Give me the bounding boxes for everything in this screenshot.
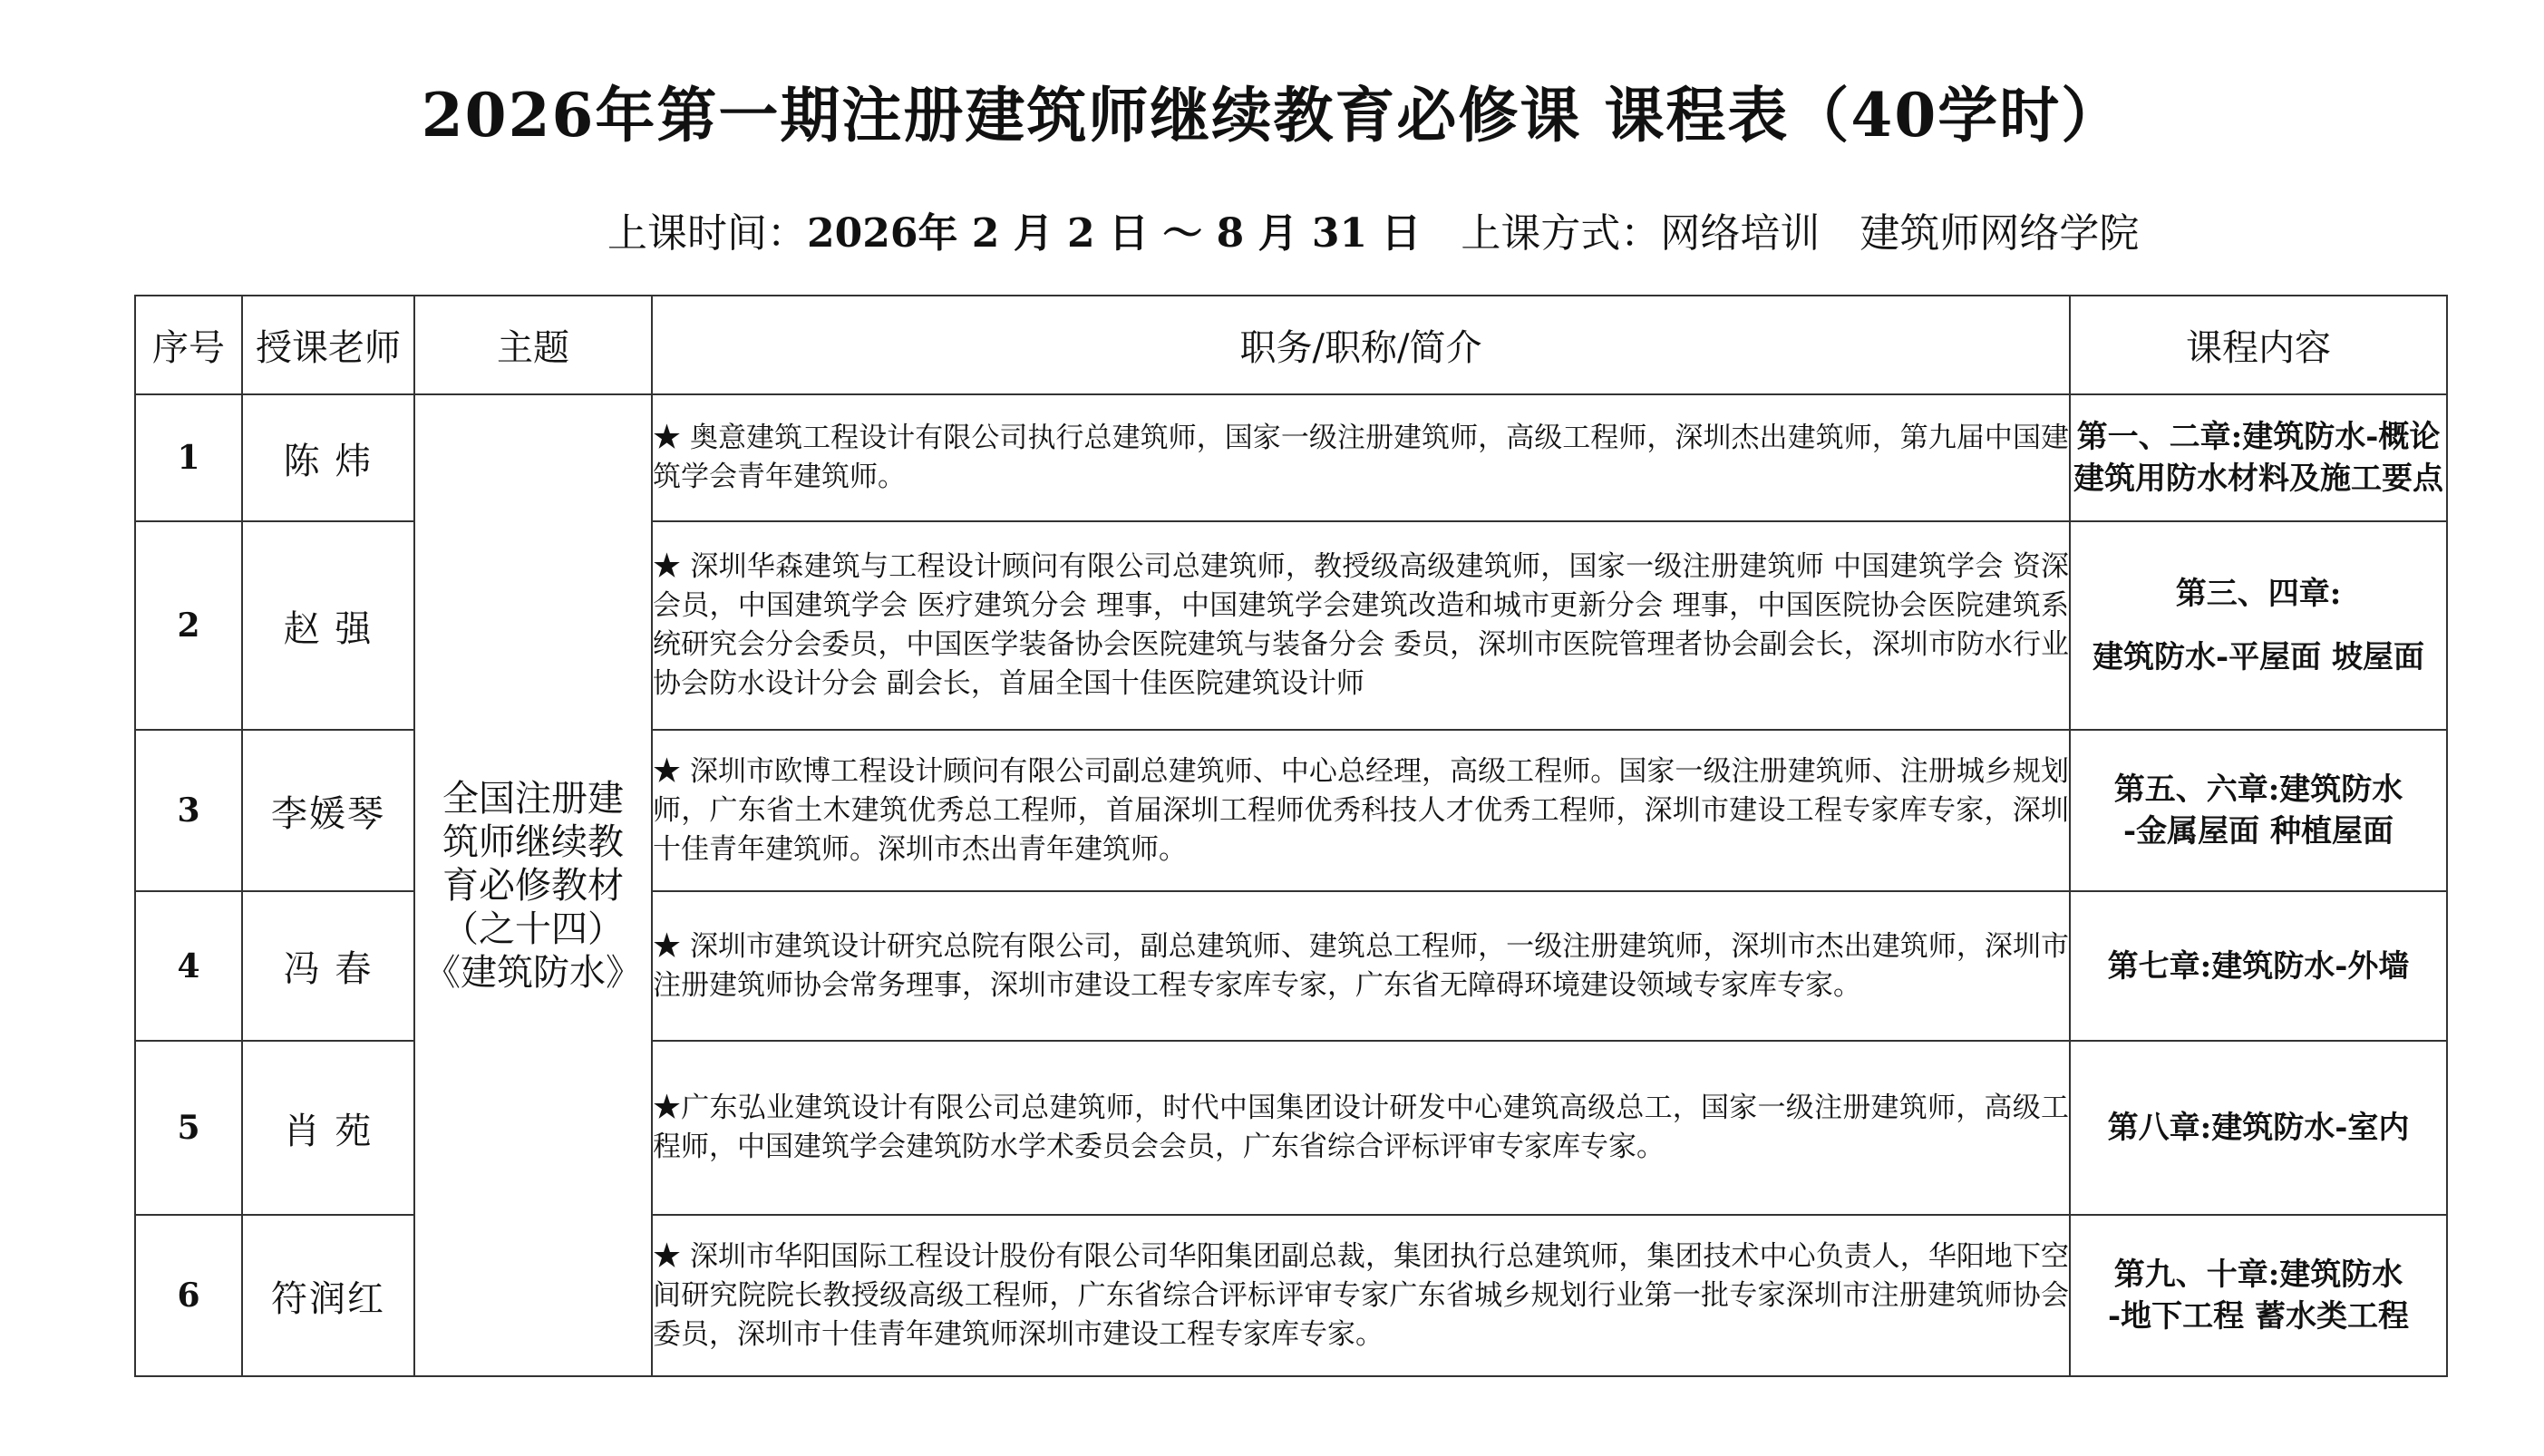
content-line: -金属屋面 种植屋面 [2123, 813, 2393, 849]
table-row [135, 394, 2447, 521]
row-number: 4 [135, 891, 242, 1041]
document-title: 2026年第一期注册建筑师继续教育必修课 课程表（40学时） [421, 80, 2123, 150]
topic-cell [414, 394, 652, 1376]
teacher-bio [652, 1215, 2070, 1376]
course-content [2070, 521, 2447, 730]
row-number: 3 [135, 730, 242, 891]
bio-text: ★ 深圳华森建筑与工程设计顾问有限公司总建筑师，教授级高级建筑师，国家一级注册建筑师 中国建筑学会 资深会员，中国建筑学会 医疗建筑分会 理事，中国建筑学会建筑改造和城市更新分会 理事，中国医院协会医院建筑系统研究会分会委员，中国医学装备协会医院建筑与装备分会 委员，深圳市医院管理者协会副会长，深圳市防水行业协会防水设计分会 副会长，首届全国十佳医院建筑设计师 [653, 550, 2069, 700]
content-line: 第五、六章:建筑防水 [2113, 772, 2403, 808]
topic-line: （之十四） [442, 908, 624, 950]
bio-text: ★广东弘业建筑设计有限公司总建筑师，时代中国集团设计研发中心建筑高级总工，国家一级注册建筑师，高级工程师，中国建筑学会建筑防水学术委员会会员，广东省综合评标评审专家库专家。 [653, 1092, 2069, 1163]
topic-line: 全国注册建 [442, 777, 624, 820]
table-header-row [135, 296, 2447, 394]
mode-label: 上课方式： [1461, 210, 1661, 257]
teacher-bio [652, 1041, 2070, 1215]
row-number: 5 [135, 1041, 242, 1215]
content-line: 第八章:建筑防水-室内 [2107, 1110, 2410, 1146]
time-value: 2026年 2 月 2 日 ～ 8 月 31 日 [807, 210, 1422, 257]
teacher-name: 肖 苑 [242, 1041, 414, 1215]
teacher-bio [652, 730, 2070, 891]
course-content [2070, 1215, 2447, 1376]
header-number: 序号 [135, 296, 242, 394]
row-number: 1 [135, 394, 242, 521]
header-topic: 主题 [414, 296, 652, 394]
teacher-name: 李媛琴 [242, 730, 414, 891]
platform-name: 建筑师网络学院 [1859, 210, 2140, 257]
teacher-bio [652, 521, 2070, 730]
content-line: 第一、二章:建筑防水-概论 [2076, 419, 2441, 455]
schedule-info [607, 207, 2139, 261]
teacher-bio [652, 891, 2070, 1041]
topic-line: 育必修教材 [442, 864, 624, 907]
time-label: 上课时间： [607, 210, 807, 257]
content-line: 第七章:建筑防水-外墙 [2107, 947, 2410, 985]
bio-text: ★ 奥意建筑工程设计有限公司执行总建筑师，国家一级注册建筑师，高级工程师，深圳杰出建筑师，第九届中国建筑学会青年建筑师。 [653, 422, 2069, 493]
course-schedule-table [134, 295, 2448, 1377]
content-line: -地下工程 蓄水类工程 [2108, 1298, 2409, 1335]
course-content [2070, 891, 2447, 1041]
course-content [2070, 394, 2447, 521]
content-line: 建筑用防水材料及施工要点 [2073, 461, 2443, 497]
course-content [2070, 730, 2447, 891]
header-bio: 职务/职称/简介 [652, 296, 2070, 394]
content-line: 建筑防水-平屋面 坡屋面 [2092, 639, 2424, 675]
header-content: 课程内容 [2070, 296, 2447, 394]
row-number: 6 [135, 1215, 242, 1376]
mode-value: 网络培训 [1660, 210, 1821, 257]
content-line: 第九、十章:建筑防水 [2113, 1257, 2403, 1293]
row-number: 2 [135, 521, 242, 730]
bio-text: ★ 深圳市华阳国际工程设计股份有限公司华阳集团副总裁，集团执行总建筑师，集团技术中心负责人，华阳地下空间研究院院长教授级高级工程师，广东省综合评标评审专家广东省城乡规划行业第一批专家深圳市注册建筑师协会委员，深圳市十佳青年建筑师深圳市建设工程专家库专家。 [653, 1239, 2069, 1351]
content-line: 第三、四章: [2175, 576, 2342, 612]
topic-line: 《建筑防水》 [424, 951, 642, 994]
course-content [2070, 1041, 2447, 1215]
bio-text: ★ 深圳市建筑设计研究总院有限公司，副总建筑师、建筑总工程师，一级注册建筑师，深圳市杰出建筑师，深圳市注册建筑师协会常务理事，深圳市建设工程专家库专家，广东省无障碍环境建设领域专家库专家。 [653, 929, 2069, 1002]
teacher-name: 陈 炜 [242, 394, 414, 521]
teacher-name: 赵 强 [242, 521, 414, 730]
header-teacher: 授课老师 [242, 296, 414, 394]
bio-text: ★ 深圳市欧博工程设计顾问有限公司副总建筑师、中心总经理，高级工程师。国家一级注册建筑师、注册城乡规划师，广东省土木建筑优秀总工程师，首届深圳工程师优秀科技人才优秀工程师，深圳市建设工程专家库专家，深圳十佳青年建筑师。深圳市杰出青年建筑师。 [653, 754, 2069, 866]
topic-line: 筑师继续教 [442, 820, 624, 863]
teacher-name: 冯 春 [242, 891, 414, 1041]
teacher-name: 符润红 [242, 1215, 414, 1376]
teacher-bio [652, 394, 2070, 521]
